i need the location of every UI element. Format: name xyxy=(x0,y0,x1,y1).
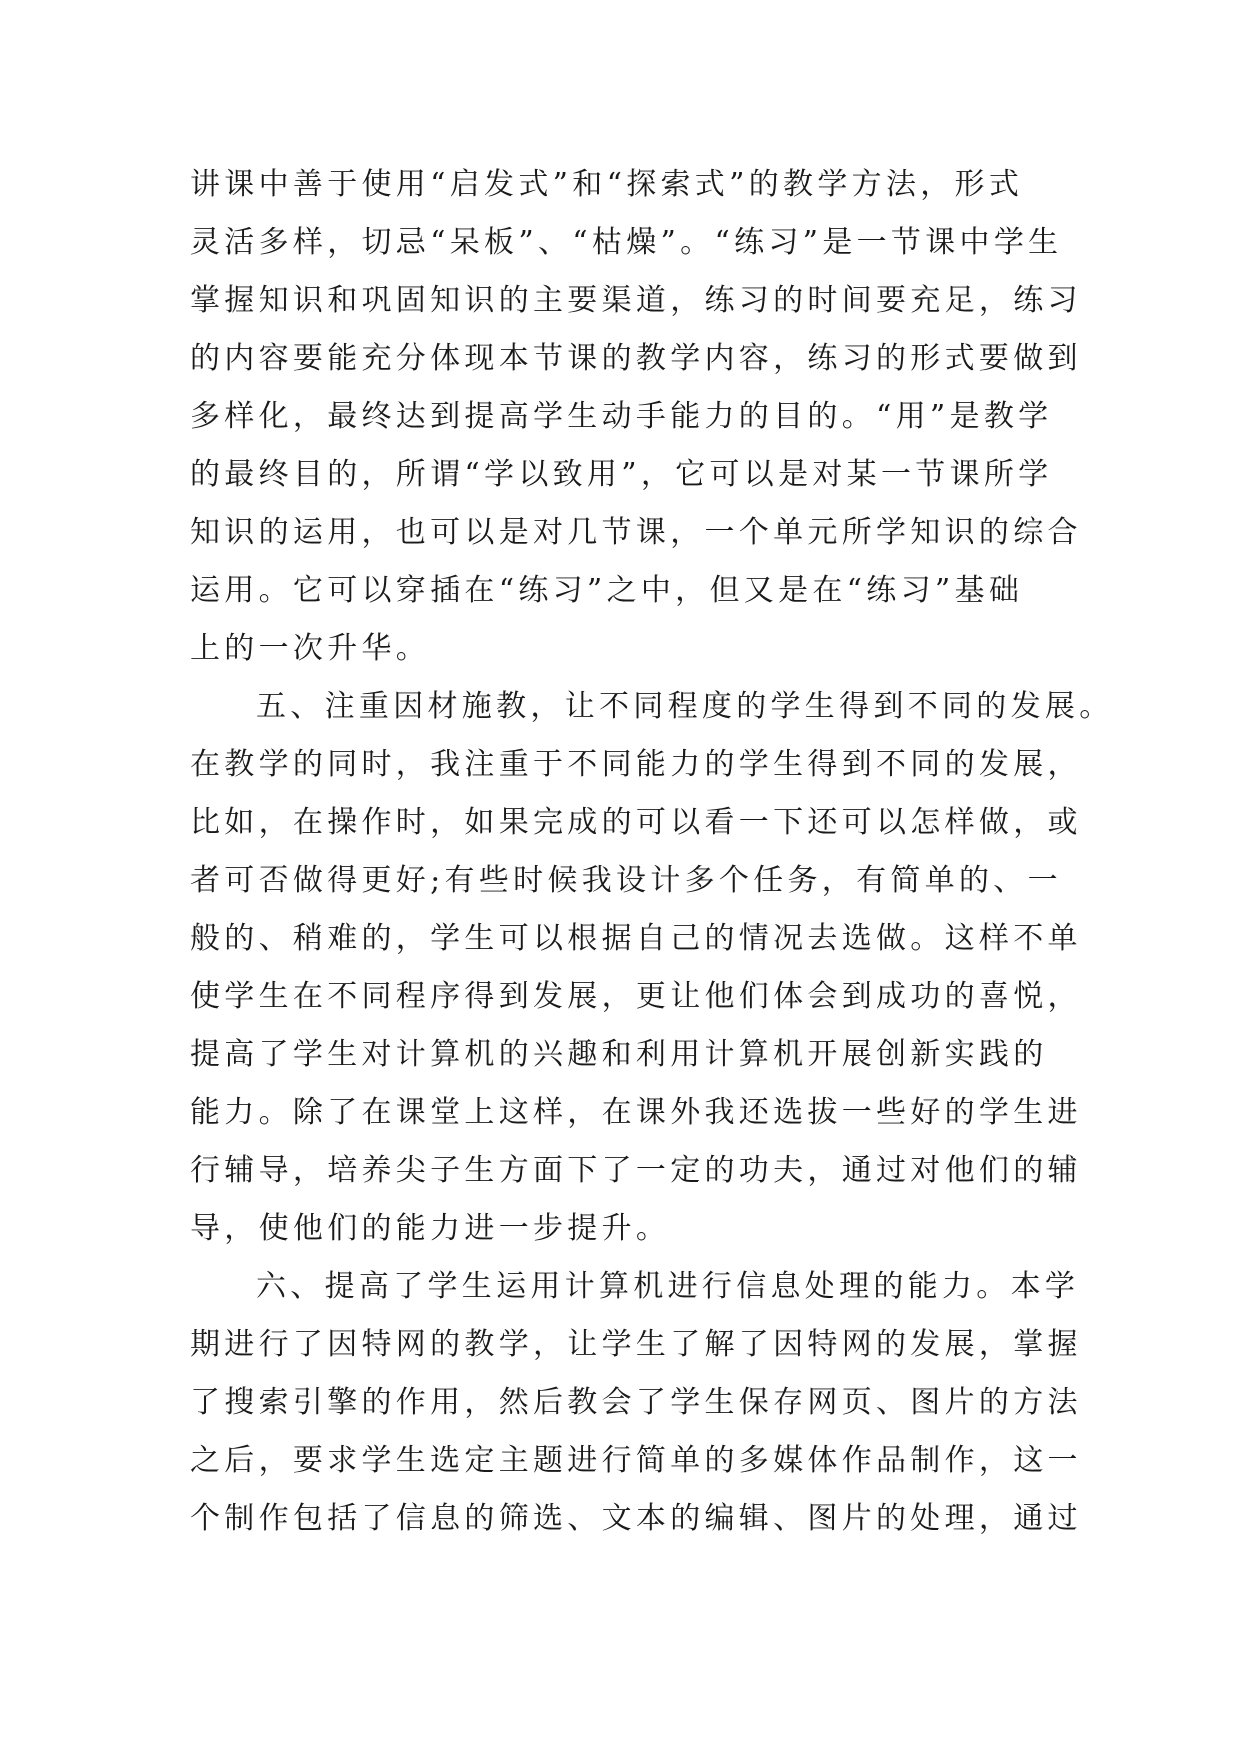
text-line: 提高了学生对计算机的兴趣和利用计算机开展创新实践的 xyxy=(190,1037,1048,1072)
text-line: 了搜索引擎的作用，然后教会了学生保存网页、图片的方法 xyxy=(190,1385,1082,1420)
text-line: 者可否做得更好;有些时候我设计多个任务，有简单的、一 xyxy=(190,863,1062,898)
text-line: 导，使他们的能力进一步提升。 xyxy=(190,1211,671,1246)
body-text xyxy=(190,156,1114,1548)
text-line: 能力。除了在课堂上这样，在课外我还选拔一些好的学生进 xyxy=(190,1095,1082,1130)
text-line: 的内容要能充分体现本节课的教学内容，练习的形式要做到 xyxy=(190,341,1082,376)
text-line: 灵活多样，切忌“呆板”、“枯燥”。“练习”是一节课中学生 xyxy=(190,225,1063,260)
text-line: 五、注重因材施教，让不同程度的学生得到不同的发展。 xyxy=(256,689,1114,724)
text-line: 运用。它可以穿插在“练习”之中，但又是在“练习”基础 xyxy=(190,573,1024,608)
text-line: 掌握知识和巩固知识的主要渠道，练习的时间要充足，练习 xyxy=(190,283,1082,318)
text-line: 讲课中善于使用“启发式”和“探索式”的教学方法，形式 xyxy=(190,167,1024,202)
text-line: 的最终目的，所谓“学以致用”，它可以是对某一节课所学 xyxy=(190,457,1053,492)
text-line: 多样化，最终达到提高学生动手能力的目的。“用”是教学 xyxy=(190,399,1053,434)
text-line: 之后，要求学生选定主题进行简单的多媒体作品制作，这一 xyxy=(190,1443,1082,1478)
text-line: 行辅导，培养尖子生方面下了一定的功夫，通过对他们的辅 xyxy=(190,1153,1082,1188)
text-line: 知识的运用，也可以是对几节课，一个单元所学知识的综合 xyxy=(190,515,1082,550)
text-line: 比如，在操作时，如果完成的可以看一下还可以怎样做，或 xyxy=(190,805,1082,840)
text-line: 使学生在不同程序得到发展，更让他们体会到成功的喜悦， xyxy=(190,979,1082,1014)
text-line: 期进行了因特网的教学，让学生了解了因特网的发展，掌握 xyxy=(190,1327,1082,1362)
text-line: 般的、稍难的，学生可以根据自己的情况去选做。这样不单 xyxy=(190,921,1082,956)
text-line: 六、提高了学生运用计算机进行信息处理的能力。本学 xyxy=(256,1269,1080,1304)
text-line: 个制作包括了信息的筛选、文本的编辑、图片的处理，通过 xyxy=(190,1501,1082,1536)
text-line: 上的一次升华。 xyxy=(190,631,431,666)
text-line: 在教学的同时，我注重于不同能力的学生得到不同的发展， xyxy=(190,747,1082,782)
